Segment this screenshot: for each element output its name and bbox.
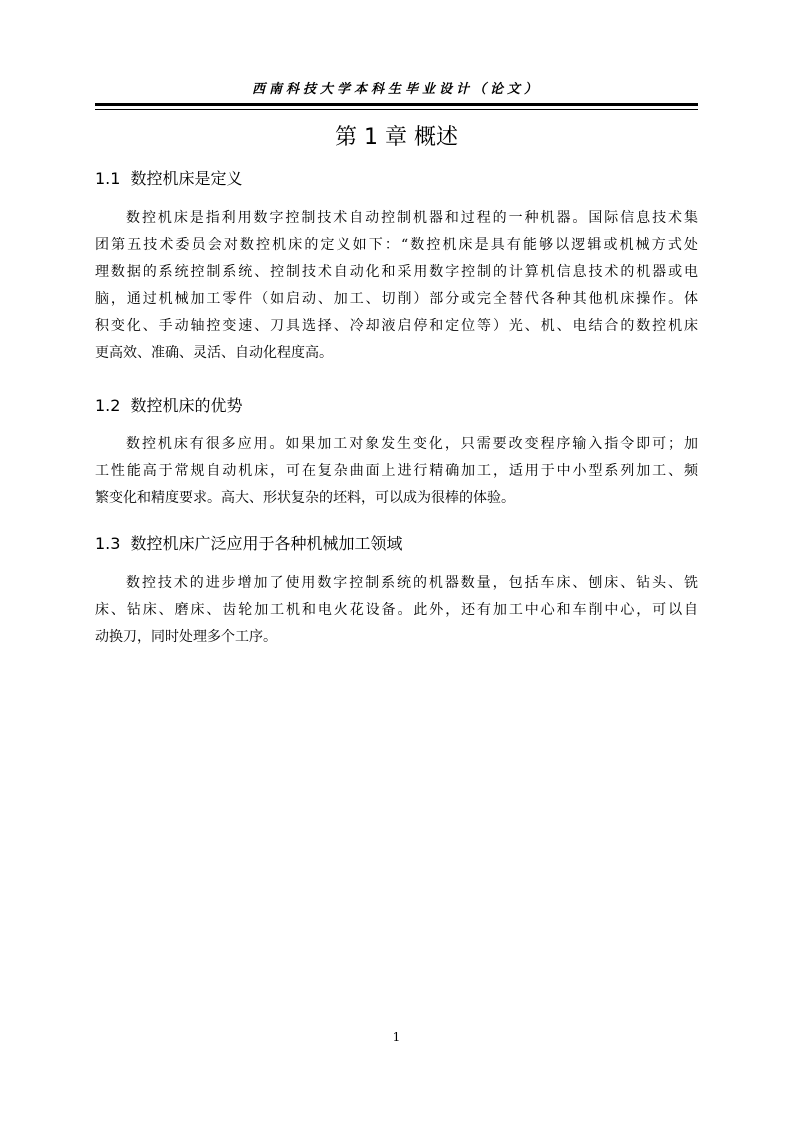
header-rule-thick xyxy=(95,103,698,106)
section-heading-1-3 xyxy=(95,532,698,556)
paragraph-line: 脑，通过机械加工零件（如启动、加工、切削）部分或完全替代各种其他机床操作。体 xyxy=(95,291,698,307)
paragraph-line: 工性能高于常规自动机床，可在复杂曲面上进行精确加工，适用于中小型系列加工、频 xyxy=(95,463,698,479)
paragraph-line: 理数据的系统控制系统、控制技术自动化和采用数字控制的计算机信息技术的机器或电 xyxy=(95,264,698,280)
paragraph-line: 数控机床有很多应用。如果加工对象发生变化，只需要改变程序输入指令即可；加 xyxy=(126,436,698,452)
paragraph-line: 积变化、手动轴控变速、刀具选择、冷却液启停和定位等）光、机、电结合的数控机床 xyxy=(95,318,698,334)
running-header: 西南科技大学本科生毕业设计（论文） xyxy=(251,82,541,97)
section-heading-1-2 xyxy=(95,394,698,418)
paragraph-line: 繁变化和精度要求。高大、形状复杂的坯料，可以成为很棒的体验。 xyxy=(95,490,515,506)
section-paragraph-1-3 xyxy=(95,570,698,651)
paragraph-line: 数控技术的进步增加了使用数字控制系统的机器数量，包括车床、刨床、钻头、铣 xyxy=(126,575,698,591)
paragraph-line: 团第五技术委员会对数控机床的定义如下：“数控机床是具有能够以逻辑或机械方式处 xyxy=(95,237,698,253)
section-number: 1.1 xyxy=(95,169,121,188)
paragraph-line: 数控机床是指利用数字控制技术自动控制机器和过程的一种机器。国际信息技术集 xyxy=(126,210,698,226)
chapter-title: 第 1 章 概述 xyxy=(335,125,458,150)
paragraph-line: 床、钻床、磨床、齿轮加工机和电火花设备。此外，还有加工中心和车削中心，可以自 xyxy=(95,602,698,618)
section-title: 数控机床是定义 xyxy=(130,169,243,188)
section-heading-1-1 xyxy=(95,167,698,191)
paragraph-line: 更高效、准确、灵活、自动化程度高。 xyxy=(95,345,333,361)
section-paragraph-1-2 xyxy=(95,431,698,512)
section-number: 1.3 xyxy=(95,534,121,553)
section-number: 1.2 xyxy=(95,396,121,415)
header-rule-thin xyxy=(95,109,698,110)
section-title: 数控机床的优势 xyxy=(130,396,243,415)
page-number: 1 xyxy=(392,1030,401,1044)
section-paragraph-1-1 xyxy=(95,205,698,367)
section-title: 数控机床广泛应用于各种机械加工领域 xyxy=(130,534,403,553)
paragraph-line: 动换刀，同时处理多个工序。 xyxy=(95,629,277,645)
